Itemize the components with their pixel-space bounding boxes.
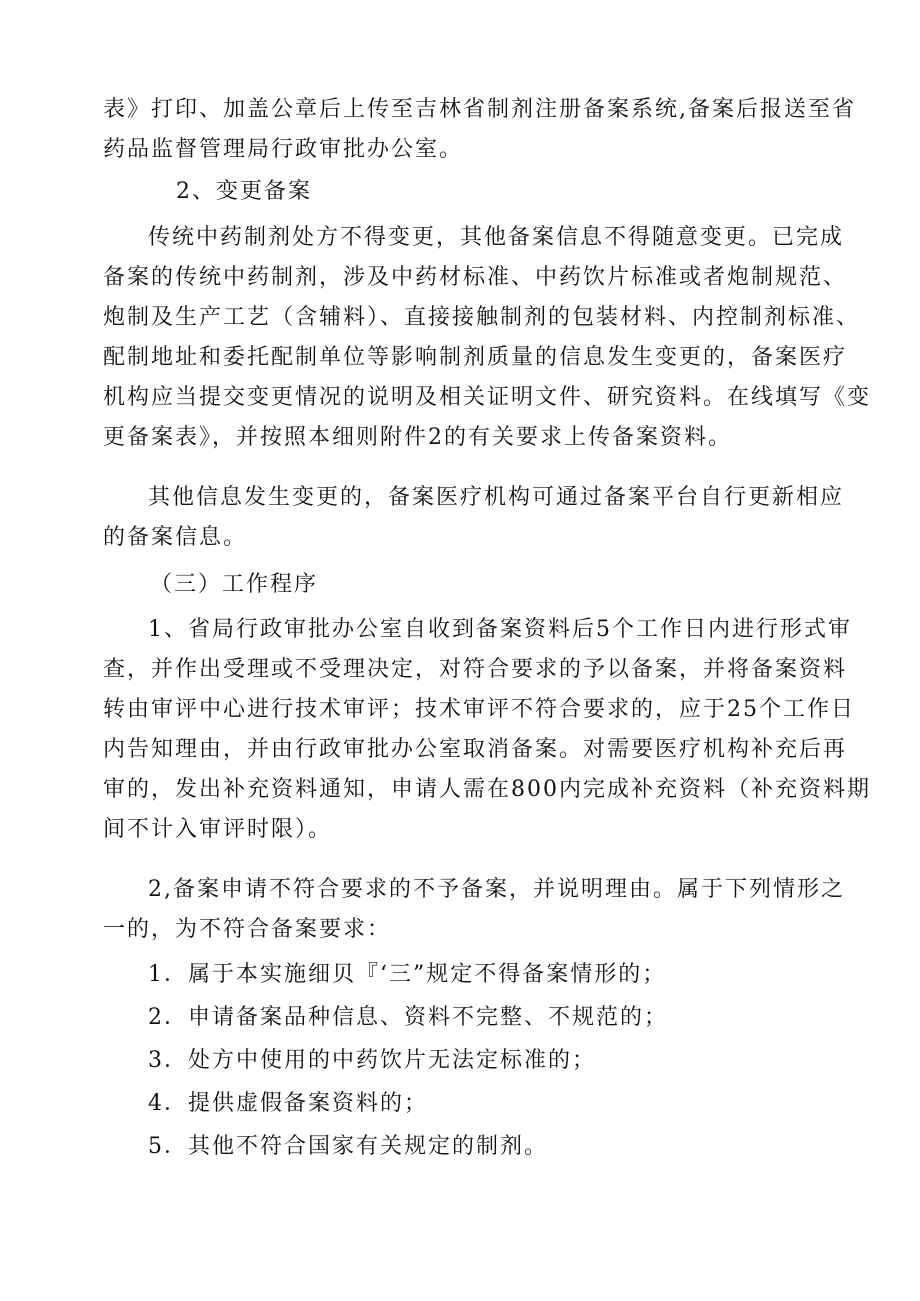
text-line: 审的，发出补充资料通知，申请人需在800内完成补充资料（补充资料期 [103, 777, 871, 802]
text-line: 炮制及生产工艺（含辅料）、直接接触制剂的包装材料、内控制剂标准、 [103, 305, 861, 330]
text-line: 一的，为不符合备案要求： [103, 917, 392, 942]
text-line: 药品监督管理局行政审批办公室。 [103, 137, 464, 162]
list-item: 4．提供虚假备案资料的； [148, 1091, 428, 1116]
text-line: 转由审评中心进行技术审评；技术审评不符合要求的，应于25个工作日 [103, 697, 855, 722]
text-line: 机构应当提交变更情况的说明及相关证明文件、研究资料。在线填写《变 [103, 385, 872, 410]
text-line: 间不计入审评时限）。 [103, 817, 333, 842]
list-item: 2．申请备案品种信息、资料不完整、不规范的； [148, 1005, 668, 1030]
text-line: 备案的传统中药制剂，涉及中药材标准、中药饮片标准或者炮制规范、 [103, 265, 848, 290]
paragraph-change-rules [103, 218, 872, 458]
text-line: 内告知理由，并由行政审批办公室取消备案。对需要医疗机构补充后再 [103, 737, 848, 762]
text-line: 配制地址和委托配制单位等影响制剂质量的信息发生变更的，备案医疗 [103, 345, 848, 370]
text-line: 更备案表》，并按照本细则附件2的有关要求上传备案资料。 [103, 425, 732, 450]
list-item: 1．属于本实施细贝『‘三”规定不得备案情形的； [148, 962, 667, 987]
paragraph-procedure-1 [103, 610, 871, 850]
text-line: 的备案信息。 [103, 525, 248, 550]
heading-work-procedure [150, 565, 870, 605]
paragraph-submit-continuation [103, 90, 856, 170]
heading-change-filing [176, 172, 896, 212]
text-line: 其他信息发生变更的，备案医疗机构可通过备案平台自行更新相应 [148, 485, 845, 510]
list-item: 3．处方中使用的中药饮片无法定标准的； [148, 1048, 596, 1073]
heading-text: （三）工作程序 [150, 572, 319, 597]
text-line: 1、省局行政审批办公室自收到备案资料后5个工作日内进行形式审 [148, 617, 852, 642]
paragraph-procedure-2 [103, 870, 845, 950]
text-line: 表》打印、加盖公章后上传至吉林省制剂注册备案系统,备案后报送至省 [103, 97, 856, 122]
list-item: 5．其他不符合国家有关规定的制剂。 [148, 1134, 548, 1159]
paragraph-other-info [103, 478, 845, 558]
text-line: 传统中药制剂处方不得变更，其他备案信息不得随意变更。已完成 [148, 225, 845, 250]
text-line: 查，并作出受理或不受理决定，对符合要求的予以备案，并将备案资料 [103, 657, 848, 682]
heading-text: 2、变更备案 [176, 179, 312, 204]
text-line: 2,备案申请不符合要求的不予备案，并说明理由。属于下列情形之 [148, 877, 845, 902]
rejection-criteria-list [148, 955, 868, 1170]
